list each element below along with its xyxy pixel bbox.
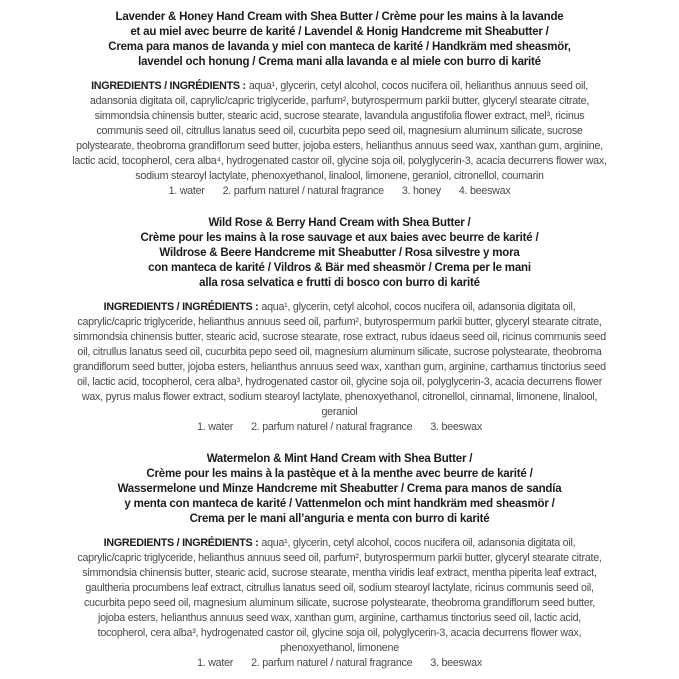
title-line: Crema para manos de lavanda y miel con manteca de karité / Handkräm med sheasmör, (108, 41, 571, 53)
title-line: lavendel och honung / Crema mani alla lavanda e al miele con burro di karité (138, 56, 541, 68)
footnote-item: 2. parfum naturel / natural fragrance (251, 421, 413, 433)
footnote-item: 1. water (197, 657, 234, 669)
ingredients-heading: INGREDIENTS / INGRÉDIENTS : (103, 301, 259, 313)
title-line: Watermelon & Mint Hand Cream with Shea Butter / (206, 453, 473, 465)
ingredients-paragraph (72, 300, 607, 420)
ingredients-heading: INGREDIENTS / INGRÉDIENTS : (91, 80, 246, 92)
footnote-item: 4. beeswax (458, 185, 511, 197)
product-section-watermelon-mint (40, 452, 639, 671)
product-title-lavender-honey (40, 10, 639, 70)
footnote-item: 3. honey (401, 185, 441, 197)
ingredients-heading: INGREDIENTS / INGRÉDIENTS : (103, 537, 259, 549)
product-title-wild-rose-berry (40, 216, 639, 291)
title-line: alla rosa selvatica e frutti di bosco con burro di karité (199, 277, 480, 289)
footnote-item: 3. beeswax (430, 657, 482, 669)
ingredients-text: aqua¹, glycerin, cetyl alcohol, cocos nucifera oil, helianthus annuus seed oil, adansonia digitata oil, caprylic/capric triglyceride, parfum², butyrospermum parkii butter, glyceryl stearate citrate, simmondsia chinensis butter, stearic acid, sucrose stearate, lavandula angustifolia flower extract, mel³, ricinus communis seed oil, citrullus lanatus seed oil, cucurbita pepo seed oil, magnesium aluminum silicate, sucrose polystearate, theobroma grandiflorum seed butter, jojoba esters, helianthus annuus seed wax, xanthan gum, arginine, lactic acid, tocopherol, cera alba⁴, hydrogenated castor oil, glycine soja oil, polyglycerin-3, acacia decurrens flower wax, sodium stearoyl lactylate, phenoxyethanol, linalool, limonene, geraniol, citronellol, coumarin (72, 80, 607, 182)
footnote-item: 2. parfum naturel / natural fragrance (251, 657, 413, 669)
footnote-item: 3. beeswax (430, 421, 482, 433)
title-line: con manteca de karité / Vildros & Bär med sheasmör / Crema per le mani (148, 262, 531, 274)
footnote-item: 2. parfum naturel / natural fragrance (222, 185, 384, 197)
title-line: Lavender & Honey Hand Cream with Shea Butter / Crème pour les mains à la lavande (115, 11, 564, 23)
footnote-item: 1. water (197, 421, 234, 433)
ingredients-text: aqua¹, glycerin, cetyl alcohol, cocos nucifera oil, adansonia digitata oil, caprylic/capric triglyceride, helianthus annuus seed oil, parfum², butyrospermum parkii butter, glyceryl stearate citrate, simmondsia chinensis butter, stearic acid, sucrose stearate, rose extract, rubus idaeus seed oil, ricinus communis seed oil, citrullus lanatus seed oil, cucurbita pepo seed oil, magnesium aluminum silicate, sucrose polystearate, theobroma grandiflorum seed butter, jojoba esters, helianthus annuus seed wax, xanthan gum, arginine, carthamus tinctorius seed oil, lactic acid, tocopherol, cera alba³, hydrogenated castor oil, glycine soja oil, polyglycerin-3, acacia decurrens flower wax, pyrus malus flower extract, sodium stearoyl lactylate, phenoxyethanol, citronellol, cinnamal, limonene, linalool, geraniol (73, 301, 606, 418)
title-line: Wild Rose & Berry Hand Cream with Shea Butter / (208, 217, 471, 229)
product-title-watermelon-mint (40, 452, 639, 527)
ingredients-paragraph (72, 536, 607, 656)
title-line: y menta con manteca de karité / Vattenmelon och mint handkräm med sheasmör / (124, 498, 555, 510)
footnotes-row (40, 420, 639, 435)
product-section-lavender-honey (40, 10, 639, 199)
footnotes-row (40, 184, 639, 199)
title-line: Wildrose & Beere Handcreme mit Sheabutter / Rosa silvestre y mora (159, 247, 520, 259)
product-section-wild-rose-berry (40, 216, 639, 435)
title-line: Crema per le mani all’anguria e menta con burro di karité (189, 513, 490, 525)
footnotes-row (40, 656, 639, 671)
title-line: Wassermelone und Minze Handcreme mit Sheabutter / Crema para manos de sandía (117, 483, 562, 495)
title-line: Crème pour les mains à la rose sauvage et aux baies avec beurre de karité / (140, 232, 539, 244)
footnote-item: 1. water (168, 185, 205, 197)
ingredients-text: aqua¹, glycerin, cetyl alcohol, cocos nucifera oil, adansonia digitata oil, caprylic/capric triglyceride, helianthus annuus seed oil, parfum², butyrospermum parkii butter, glyceryl stearate citrate, simmondsia chinensis butter, stearic acid, sucrose stearate, mentha viridis leaf extract, mentha piperita leaf extract, gaultheria procumbens leaf extract, citrullus lanatus seed oil, sodium stearoyl lactylate, ricinus communis seed oil, cucurbita pepo seed oil, magnesium aluminum silicate, sucrose polystearate, theobroma grandiflorum seed butter, jojoba esters, helianthus annuus seed wax, xanthan gum, arginine, carthamus tinctorius seed oil, lactic acid, tocopherol, cera alba³, hydrogenated castor oil, glycine soja oil, polyglycerin-3, acacia decurrens flower wax, phenoxyethanol, limonene (77, 537, 602, 654)
title-line: et au miel avec beurre de karité / Lavendel & Honig Handcreme mit Sheabutter / (130, 26, 549, 38)
title-line: Crème pour les mains à la pastèque et à la menthe avec beurre de karité / (146, 468, 533, 480)
ingredients-paragraph (72, 79, 607, 184)
